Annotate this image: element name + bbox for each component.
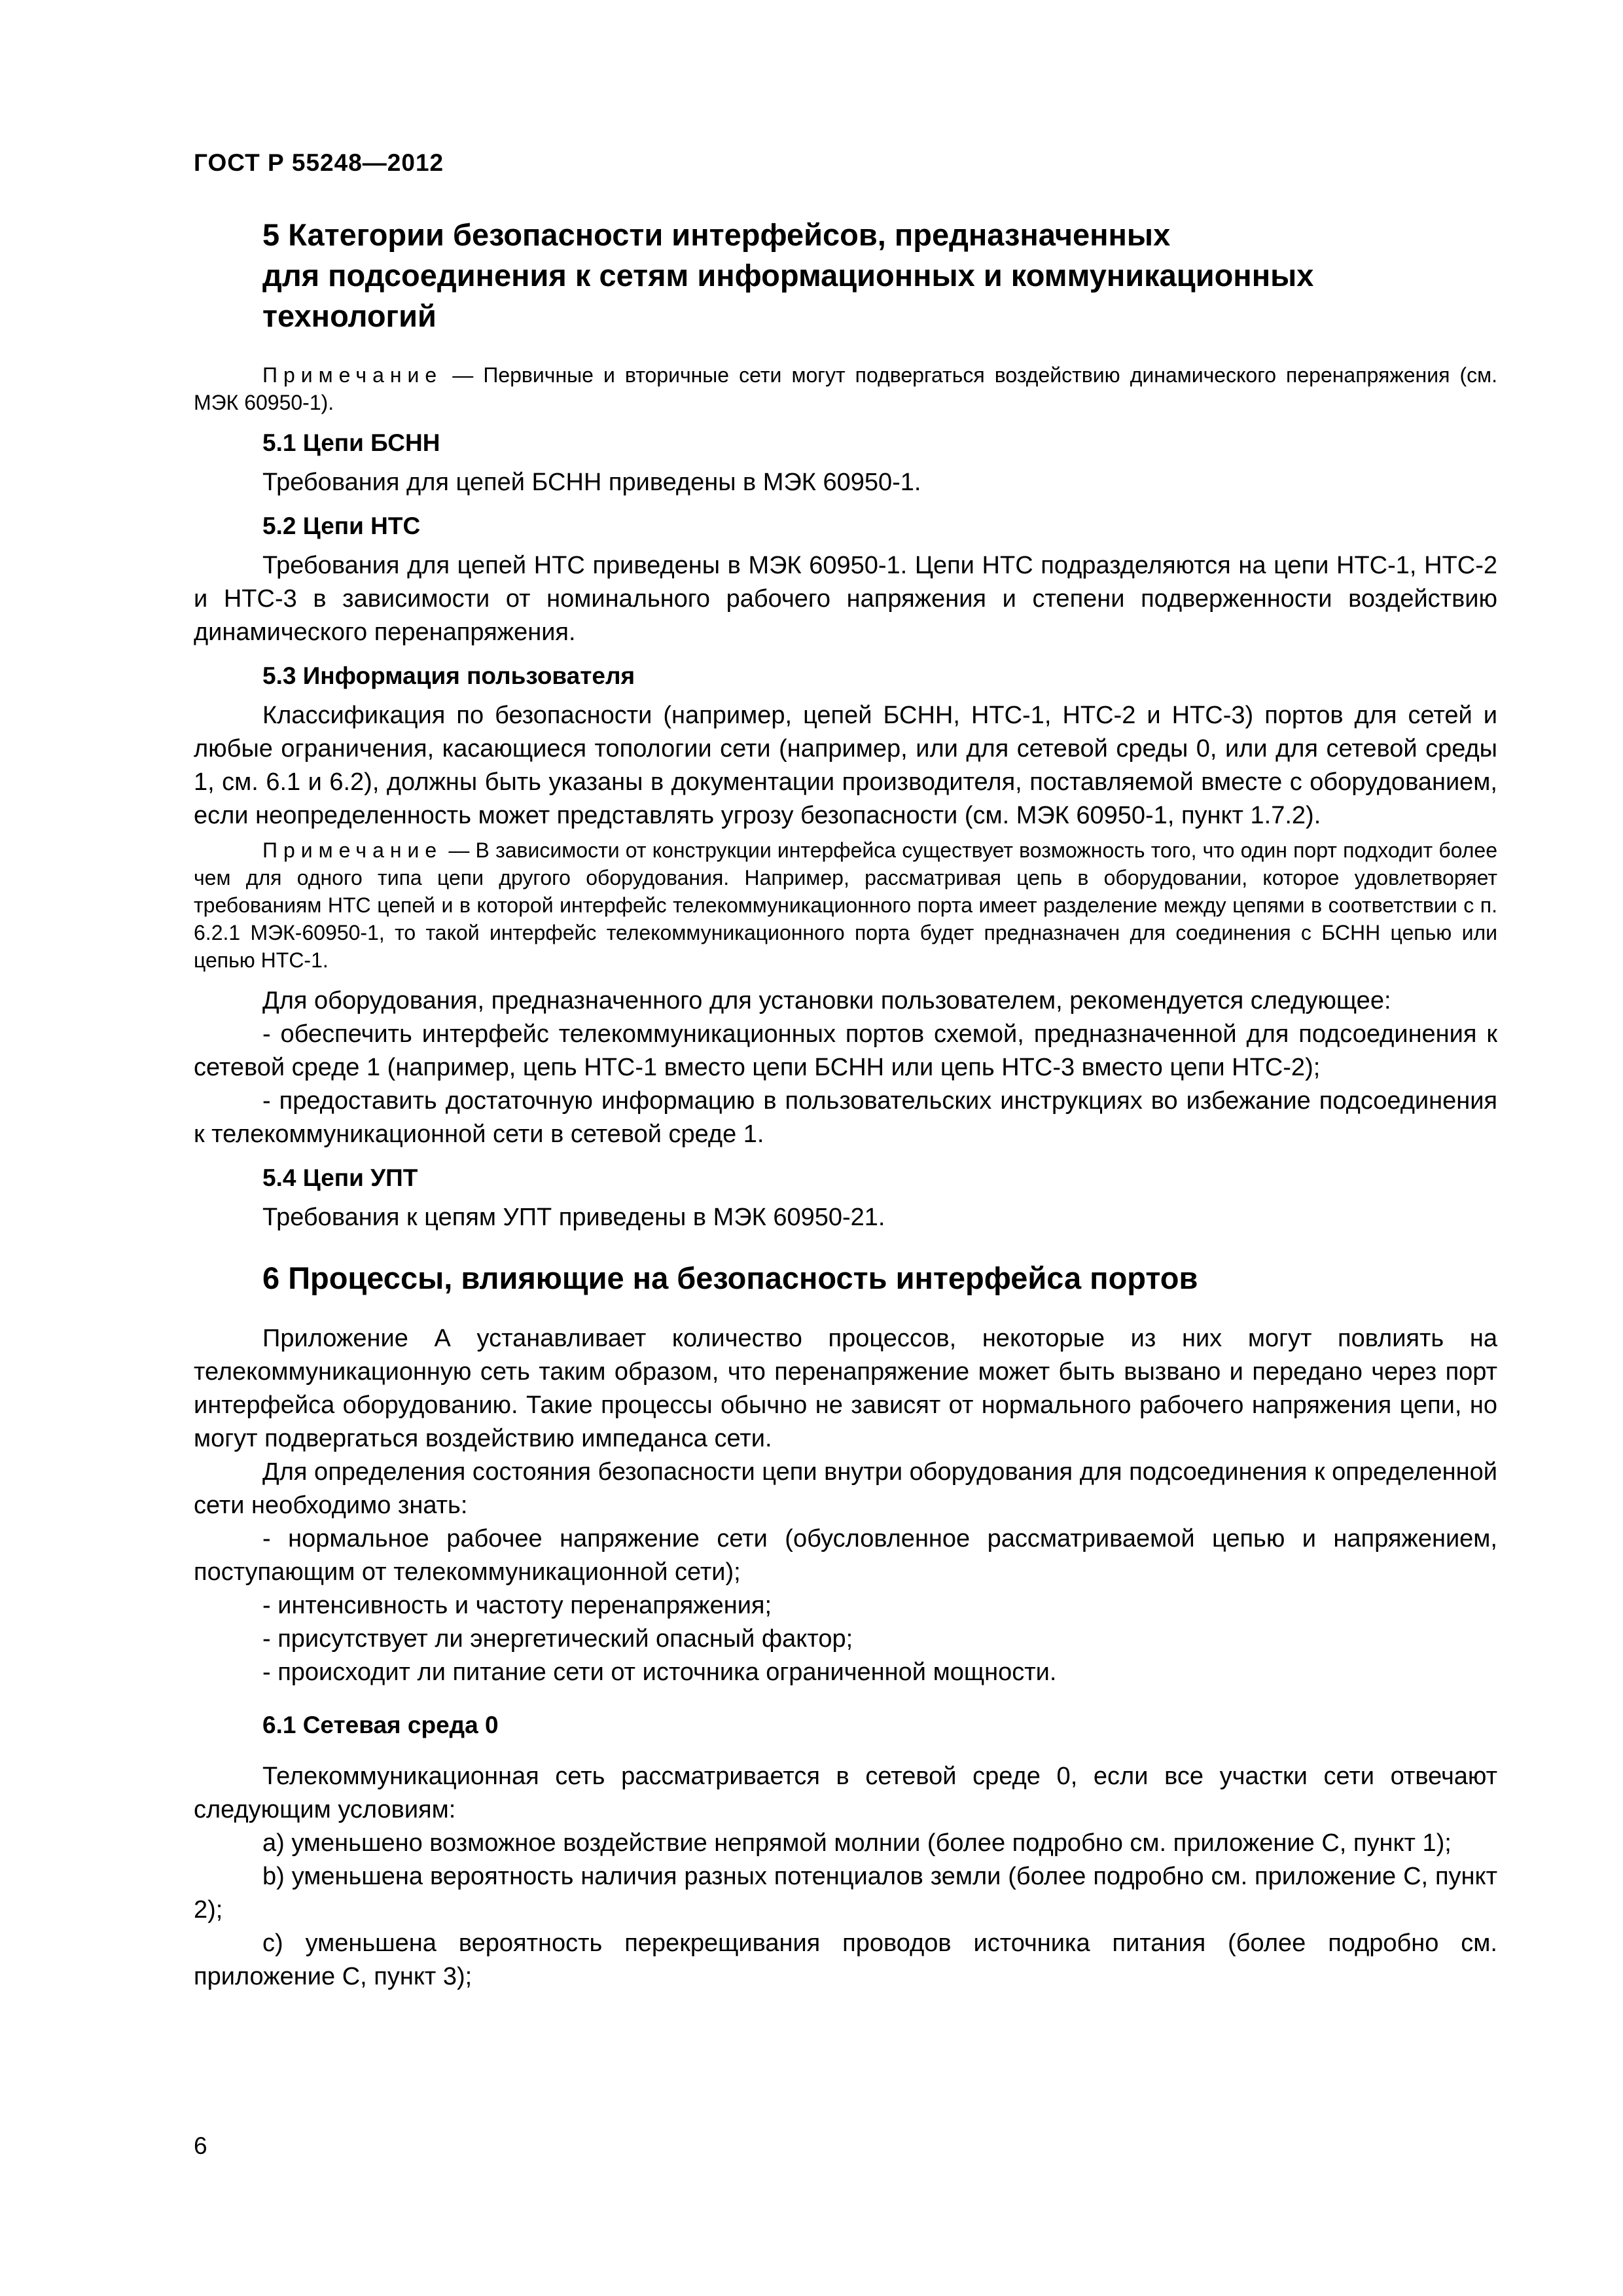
section-6-1-paragraph: Телекоммуникационная сеть рассматривается в сетевой среде 0, если все участки сети отвечают следующим условиям: <box>194 1763 1497 1823</box>
page-number: 6 <box>194 2132 207 2159</box>
section-5-heading-line-2: для подсоединения к сетям информационных и коммуникационных <box>262 258 1314 293</box>
section-5-3-heading: 5.3 Информация пользователя <box>262 662 635 689</box>
section-6-1-item-a: а) уменьшено возможное воздействие непрямой молнии (более подробно см. приложение С, пункт 1); <box>262 1829 1452 1857</box>
section-6-bullet-4: - происходит ли питание сети от источника ограниченной мощности. <box>262 1659 1057 1686</box>
section-6-1-item-c: с) уменьшена вероятность перекрещивания проводов источника питания (более подробно см. приложение С, пункт 3); <box>194 1929 1497 1990</box>
section-6-1-item-b: b) уменьшена вероятность наличия разных потенциалов земли (более подробно см. приложение С, пункт 2); <box>194 1863 1497 1924</box>
section-6-paragraph-2: Для определения состояния безопасности цепи внутри оборудования для подсоединения к определенной сети необходимо знать: <box>194 1458 1497 1519</box>
note-2-label: Примечание <box>262 838 443 862</box>
note-2-text: — В зависимости от конструкции интерфейса существует возможность того, что один порт подходит более чем для одного типа цепи другого оборудования. Например, рассматривая цепь в оборудовании, которое удовлетворяет требованиям НТС цепей и в которой интерфейс телекоммуникационного порта имеет разделение между цепями в соответствии с п. 6.2.1 МЭК-60950-1, то такой интерфейс телекоммуникационного порта будет предназначен для соединения с БСНН цепью или цепью НТС-1. <box>194 838 1497 972</box>
note-2 <box>194 836 1497 974</box>
section-5-4-heading: 5.4 Цепи УПТ <box>262 1164 418 1191</box>
note-1-label: Примечание <box>262 363 443 387</box>
section-6-paragraph-1: Приложение А устанавливает количество процессов, некоторые из них могут повлиять на телекоммуникационную сеть таким образом, что перенапряжение может быть вызвано и передано через порт интерфейса оборудованию. Такие процессы обычно не зависят от нормального рабочего напряжения цепи, но могут подвергаться воздействию импеданса сети. <box>194 1325 1497 1452</box>
section-5-2-text: Требования для цепей НТС приведены в МЭК 60950-1. Цепи НТС подразделяются на цепи НТС-1, НТС-2 и НТС-3 в зависимости от номинального рабочего напряжения и степени подверженности воздействию динамического перенапряжения. <box>194 552 1497 646</box>
section-6-bullet-1: - нормальное рабочее напряжение сети (обусловленное рассматриваемой цепью и напряжением, поступающим от телекоммуникационной сети); <box>194 1525 1497 1586</box>
document-body <box>194 215 1497 1994</box>
section-5-3-bullet-1: - обеспечить интерфейс телекоммуникационных портов схемой, предназначенной для подсоединения к сетевой среде 1 (например, цепь НТС-1 вместо цепи БСНН или цепь НТС-3 вместо цепи НТС-2); <box>194 1020 1497 1081</box>
section-6-1-heading: 6.1 Сетевая среда 0 <box>262 1712 499 1738</box>
section-6-bullet-2: - интенсивность и частоту перенапряжения; <box>262 1592 772 1619</box>
document-code: ГОСТ Р 55248—2012 <box>194 149 444 176</box>
section-6-heading: 6 Процессы, влияющие на безопасность интерфейса портов <box>262 1261 1198 1295</box>
section-5-heading-line-1: 5 Категории безопасности интерфейсов, предназначенных <box>262 217 1171 252</box>
section-5-1-text: Требования для цепей БСНН приведены в МЭК 60950-1. <box>262 469 921 496</box>
section-5-1-heading: 5.1 Цепи БСНН <box>262 429 440 456</box>
section-5-3-paragraph: Классификация по безопасности (например, цепей БСНН, НТС-1, НТС-2 и НТС-3) портов для сетей и любые ограничения, касающиеся топологии сети (например, или для сетевой среды 0, или для сетевой среды 1, см. 6.1 и 6.2), должны быть указаны в документации производителя, поставляемой вместе с оборудованием, если неопределенность может представлять угрозу безопасности (см. МЭК 60950-1, пункт 1.7.2). <box>194 702 1497 829</box>
section-5-2-heading: 5.2 Цепи НТС <box>262 512 421 539</box>
note-1 <box>194 361 1497 416</box>
section-6-bullet-3: - присутствует ли энергетический опасный фактор; <box>262 1625 853 1653</box>
section-5-4-text: Требования к цепям УПТ приведены в МЭК 60950-21. <box>262 1204 885 1231</box>
section-5-3-recommendation: Для оборудования, предназначенного для установки пользователем, рекомендуется следующее: <box>262 987 1391 1014</box>
section-5-3-bullet-2: - предоставить достаточную информацию в пользовательских инструкциях во избежание подсоединения к телекоммуникационной сети в сетевой среде 1. <box>194 1087 1497 1148</box>
section-5-heading-line-3: технологий <box>262 298 437 333</box>
note-1-text: — Первичные и вторичные сети могут подвергаться воздействию динамического перенапряжения (см. МЭК 60950-1). <box>194 363 1497 414</box>
section-5-heading <box>194 215 1497 336</box>
